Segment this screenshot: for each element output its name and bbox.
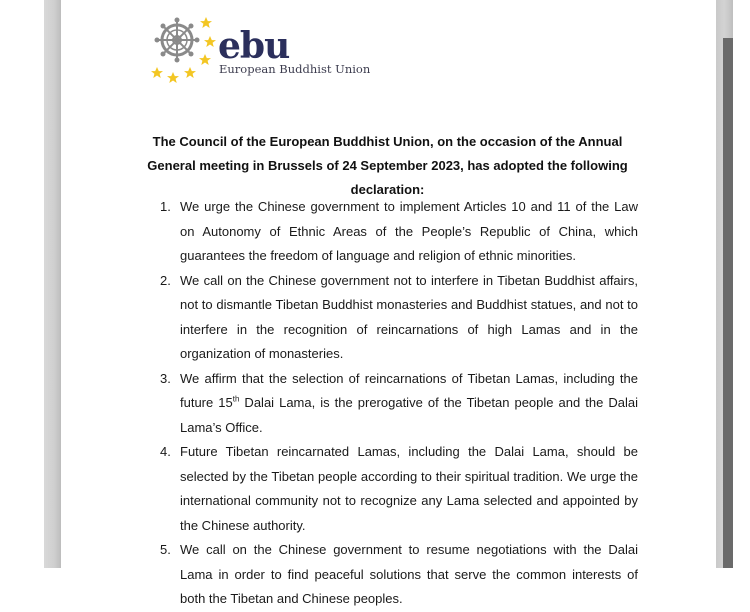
item-text-start: We affirm that the selection of reincarnations of Tibetan Lamas, including the future 15	[180, 370, 638, 410]
item-text: We call on the Chinese government to resume negotiations with the Dalai Lama in order to find peaceful solutions that serve the common interests of both the Tibetan and Chinese peoples.	[180, 542, 638, 606]
ordinal-suffix: th	[232, 394, 240, 404]
declaration-item	[160, 269, 638, 367]
item-text: We urge the Chinese government to implement Articles 10 and 11 of the Law on Autonomy of Ethnic Areas of the People’s Republic of China, which guarantees the freedom of language and religion of ethnic minorities.	[180, 199, 638, 263]
scrollbar-thumb[interactable]	[723, 38, 733, 568]
declaration-list	[160, 195, 638, 612]
viewer-left-margin	[44, 0, 61, 568]
item-number: 4.	[160, 444, 171, 459]
item-text: We call on the Chinese government not to interfere in Tibetan Buddhist affairs, not to dismantle Tibetan Buddhist monasteries and Buddhist statues, and not to interfere in the recognition of reincarnations of high Lamas and in the organization of monasteries.	[180, 272, 638, 361]
declaration-item	[160, 440, 638, 538]
item-text-end: Dalai Lama, is the prerogative of the Tibetan people and the Dalai Lama’s Office.	[180, 395, 638, 435]
item-number: 3.	[160, 370, 171, 386]
declaration-item	[160, 367, 638, 441]
item-number: 2.	[160, 272, 171, 288]
item-text: Future Tibetan reincarnated Lamas, including the Dalai Lama, should be selected by the Tibetan people according to their spiritual tradition. We urge the international community not to recognize any Lama selected and appointed by the Chinese authority.	[180, 444, 638, 533]
item-number: 5.	[160, 542, 171, 557]
item-number: 1.	[160, 199, 171, 214]
dharma-wheel-icon	[148, 12, 218, 88]
logo-wordmark: ebu	[218, 25, 290, 67]
declaration-item	[160, 538, 638, 612]
declaration-item	[160, 195, 638, 269]
logo-organization-name: European Buddhist Union	[219, 62, 371, 76]
ebu-logo	[148, 12, 388, 88]
declaration-intro: The Council of the European Buddhist Union, on the occasion of the Annual General meeting in Brussels of 24 September 2023, has adopted the following declaration:	[147, 134, 628, 197]
